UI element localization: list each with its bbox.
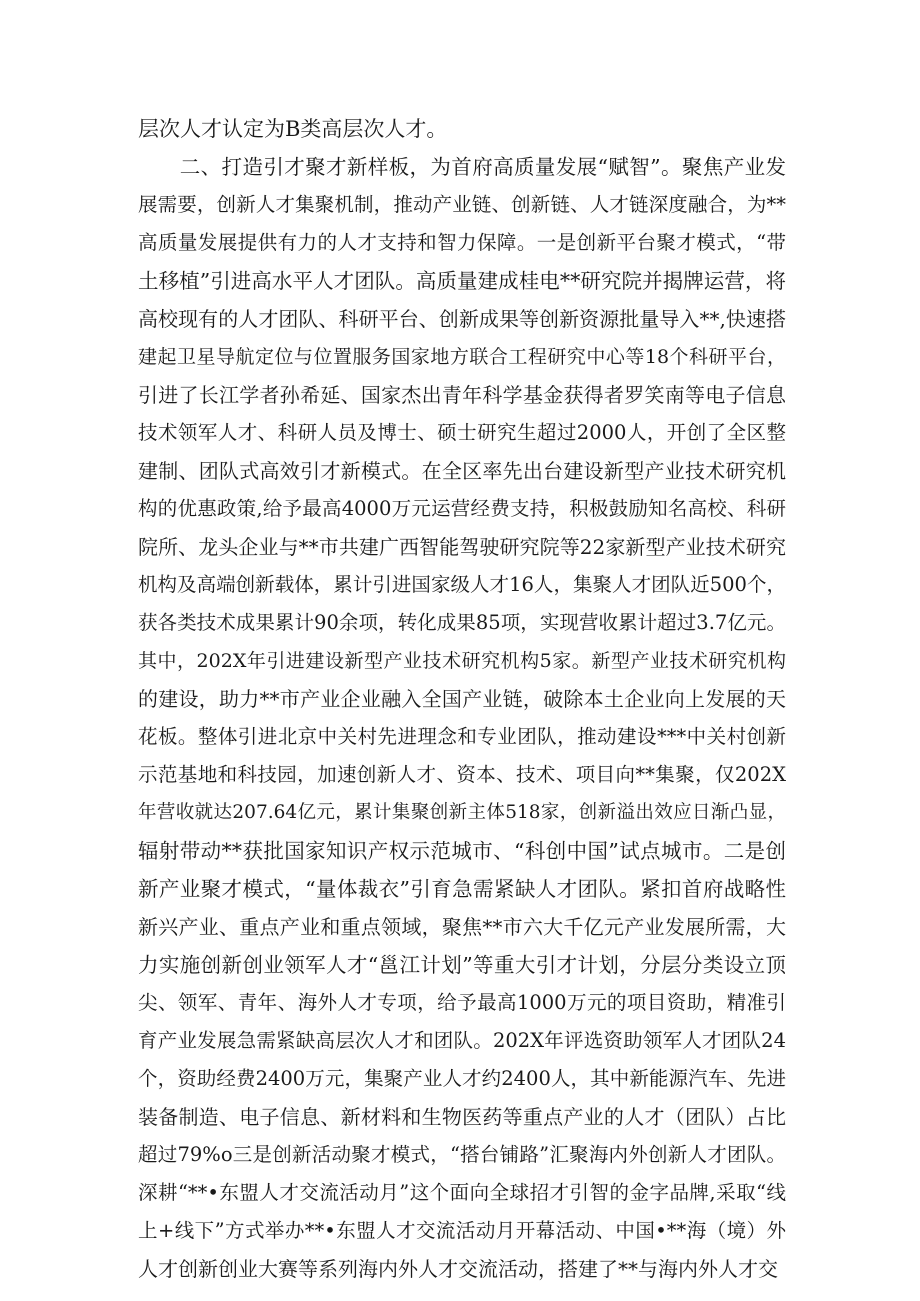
text-line: 育产业发展急需紧缺高层次人才和团队。202X年评选资助领军人才团队24 — [138, 1029, 786, 1052]
text-line: 示范基地和科技园，加速创新人才、资本、技术、项目向**集聚，仅202X — [138, 763, 786, 786]
text-line: 二、打造引才聚才新样板，为首府高质量发展“赋智”。聚焦产业发 — [138, 155, 786, 179]
text-line: 院所、龙头企业与**市共建广西智能驾驶研究院等22家新型产业技术研究 — [138, 535, 786, 559]
text-line: 展需要，创新人才集聚机制，推动产业链、创新链、人才链深度融合，为** — [138, 193, 786, 216]
text-line: 获各类技术成果累计90余项，转化成果85项，实现营收累计超过3.7亿元。 — [138, 611, 786, 634]
text-line: 构的优惠政策,给予最高4000万元运营经费支持，积极鼓励知名高校、科研 — [138, 497, 786, 520]
text-line: 新产业聚才模式，“量体裁衣”引育急需紧缺人才团队。紧扣首府战略性 — [138, 877, 786, 901]
text-line: 力实施创新创业领军人才“邕江计划”等重大引才计划，分层分类设立顶 — [138, 953, 786, 977]
text-line: 个，资助经费2400万元，集聚产业人才约2400人，其中新能源汽车、先进 — [138, 1067, 786, 1090]
text-line: 新兴产业、重点产业和重点领域，聚焦**市六大千亿元产业发展所需，大 — [138, 915, 786, 939]
text-line: 其中，202X年引进建设新型产业技术研究机构5家。新型产业技术研究机构 — [138, 650, 786, 672]
text-line: 人才创新创业大赛等系列海内外人才交流活动，搭建了**与海内外人才交 — [138, 1257, 778, 1281]
text-line: 层次人才认定为B类高层次人才。 — [138, 117, 448, 141]
text-line: 机构及高端创新载体，累计引进国家级人才16人，集聚人才团队近500个， — [138, 573, 786, 596]
text-line: 土移植”引进高水平人才团队。高质量建成桂电**研究院并揭牌运营，将 — [138, 269, 786, 293]
text-line: 尖、领军、青年、海外人才专项，给予最高1000万元的项目资助，精准引 — [138, 991, 786, 1014]
text-line: 引进了长江学者孙希延、国家杰出青年科学基金获得者罗笑南等电子信息 — [138, 383, 786, 407]
text-line: 深耕“**•东盟人才交流活动月”这个面向全球招才引智的金字品牌,采取“线 — [138, 1181, 786, 1204]
text-line: 年营收就达207.64亿元，累计集聚创新主体518家，创新溢出效应日渐凸显， — [138, 802, 786, 823]
text-line: 技术领军人才、科研人员及博士、硕士研究生超过2000人，开创了全区整 — [138, 421, 786, 444]
text-line: 高质量发展提供有力的人才支持和智力保障。一是创新平台聚才模式，“带 — [138, 231, 786, 254]
text-line: 高校现有的人才团队、科研平台、创新成果等创新资源批量导入**,快速搭 — [138, 307, 786, 331]
text-line: 花板。整体引进北京中关村先进理念和专业团队，推动建设***中关村创新 — [138, 725, 786, 748]
text-line: 建起卫星导航定位与位置服务国家地方联合工程研究中心等18个科研平台， — [138, 346, 786, 368]
body-text — [138, 110, 786, 1288]
text-line: 装备制造、电子信息、新材料和生物医药等重点产业的人才（团队）占比 — [138, 1105, 786, 1129]
text-line: 的建设，助力**市产业企业融入全国产业链，破除本土企业向上发展的天 — [138, 687, 786, 711]
text-line: 超过79%o三是创新活动聚才模式，“搭台铺路”汇聚海内外创新人才团队。 — [138, 1143, 786, 1166]
text-line: 辐射带动**获批国家知识产权示范城市、“科创中国”试点城市。二是创 — [138, 839, 786, 863]
text-line: 建制、团队式高效引才新模式。在全区率先出台建设新型产业技术研究机 — [138, 459, 786, 483]
text-line: 上+线下”方式举办**•东盟人才交流活动月开幕活动、中国•**海（境）外 — [138, 1219, 786, 1242]
